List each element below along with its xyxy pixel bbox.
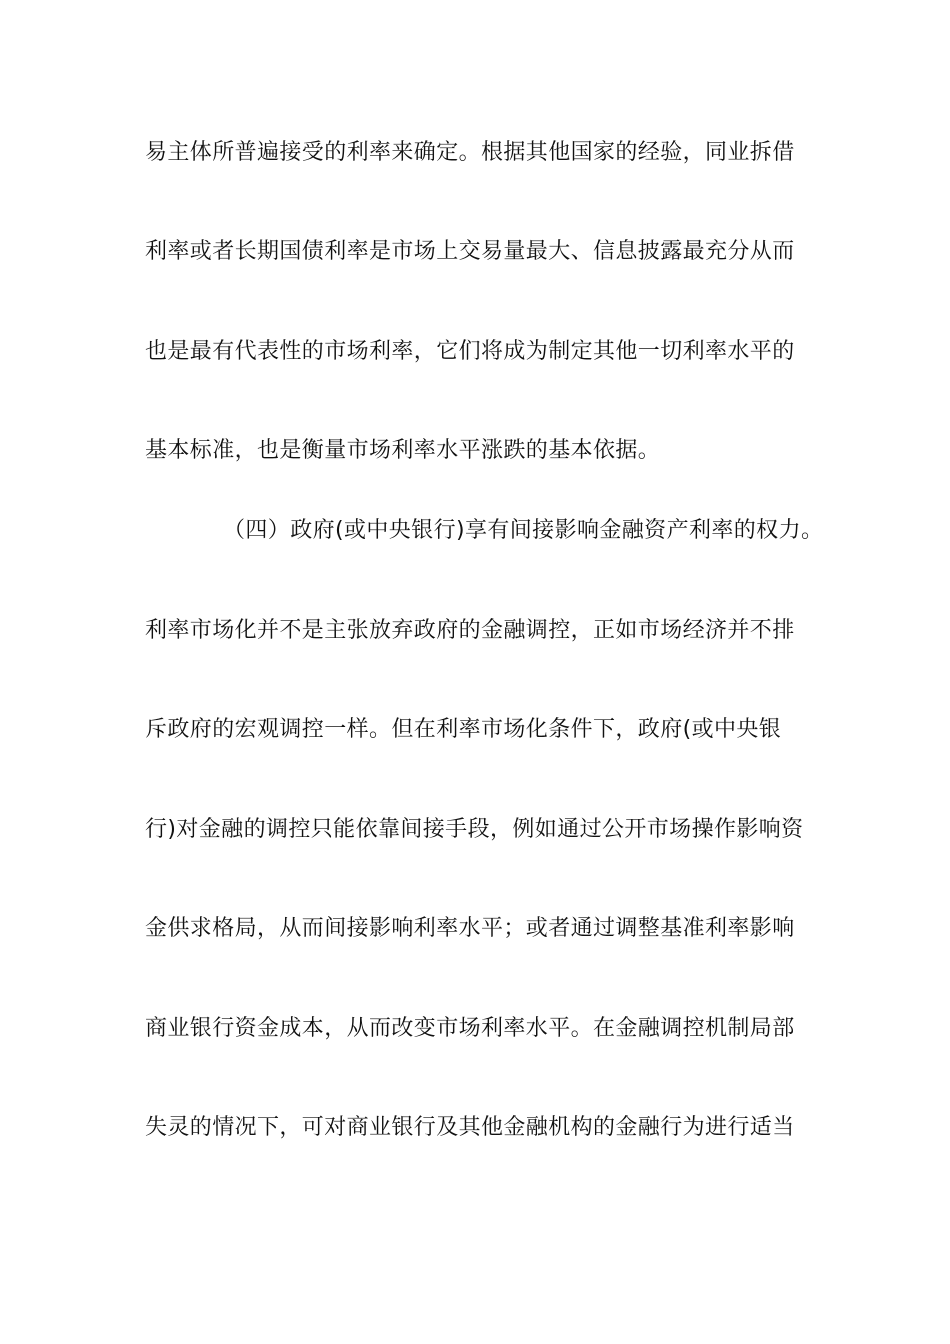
paragraph-1-line-3: 也是最有代表性的市场利率，它们将成为制定其他一切利率水平的 <box>145 339 795 364</box>
paragraph-2-line-1: 利率市场化并不是主张放弃政府的金融调控，正如市场经济并不排 <box>145 618 795 643</box>
paragraph-1-line-4: 基本标准，也是衡量市场利率水平涨跌的基本依据。 <box>145 438 661 463</box>
paragraph-2-line-5: 商业银行资金成本，从而改变市场利率水平。在金融调控机制局部 <box>145 1016 795 1041</box>
paragraph-2-line-4: 金供求格局，从而间接影响利率水平；或者通过调整基准利率影响 <box>145 916 795 941</box>
paragraph-2-line-6: 失灵的情况下，可对商业银行及其他金融机构的金融行为进行适当 <box>145 1115 795 1140</box>
paragraph-1-line-2: 利率或者长期国债利率是市场上交易量最大、信息披露最充分从而 <box>145 239 795 264</box>
paragraph-2-line-3: 行)对金融的调控只能依靠间接手段，例如通过公开市场操作影响资 <box>145 817 804 842</box>
paragraph-1-line-1: 易主体所普遍接受的利率来确定。根据其他国家的经验，同业拆借 <box>145 140 795 165</box>
section-heading: （四）政府(或中央银行)享有间接影响金融资产利率的权力。 <box>223 518 824 543</box>
paragraph-2-line-2: 斥政府的宏观调控一样。但在利率市场化条件下，政府(或中央银 <box>145 717 782 742</box>
